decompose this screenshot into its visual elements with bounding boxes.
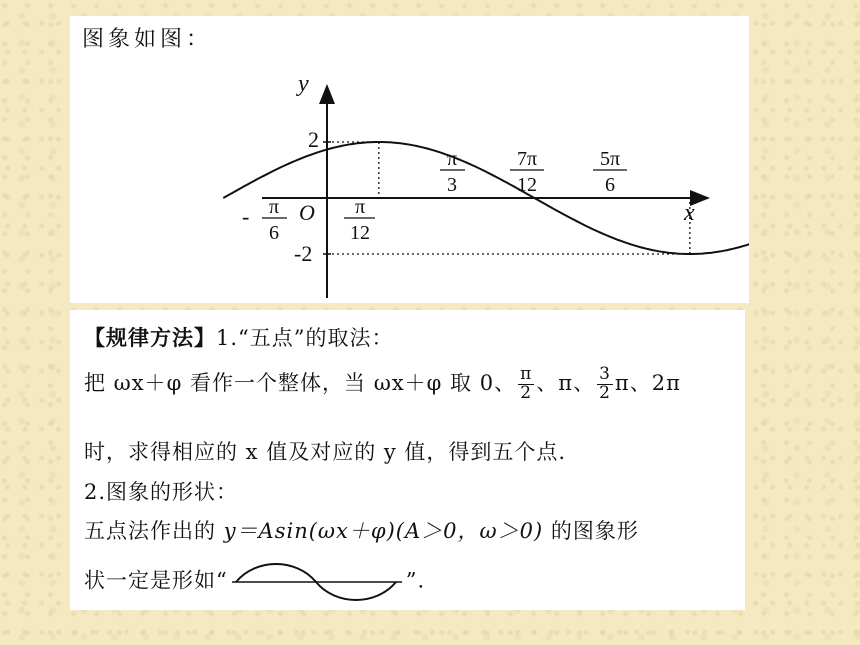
line5-text-a: 五点法作出的 bbox=[84, 519, 224, 543]
frac2-den: 2 bbox=[599, 382, 611, 403]
label-neg-pi-6-minus: - bbox=[242, 204, 250, 229]
label-pi-3-den: 3 bbox=[447, 174, 457, 196]
line5-equation: y＝Asin(ωx＋φ)(A＞0，ω＞0) bbox=[223, 519, 544, 543]
label-pi-12-den: 12 bbox=[350, 222, 370, 244]
sine-graph bbox=[70, 16, 749, 303]
line2-text-b: 、π、 bbox=[536, 370, 596, 395]
frac2-num: 3 bbox=[599, 364, 611, 384]
label-neg-pi-6-num: π bbox=[268, 196, 280, 218]
fraction-3-over-2 bbox=[597, 366, 613, 403]
origin-label: O bbox=[299, 200, 315, 225]
label-5pi-6-num: 5π bbox=[599, 148, 621, 170]
label-7pi-12-den: 12 bbox=[517, 174, 537, 196]
method-title: 【规律方法】 bbox=[84, 325, 216, 350]
method-line-1 bbox=[84, 322, 394, 352]
label-7pi-12-num: 7π bbox=[516, 148, 538, 170]
method-line-2 bbox=[84, 366, 681, 403]
x-axis-label: x bbox=[684, 200, 695, 226]
y-axis-label: y bbox=[298, 71, 309, 97]
line2-text-c: π、2π bbox=[614, 370, 681, 395]
frac1-den: 2 bbox=[520, 382, 533, 403]
graph-panel bbox=[70, 16, 749, 303]
sine-shape-icon bbox=[230, 562, 404, 602]
line2-text-a: 把 ωx＋φ 看作一个整体，当 ωx＋φ 取 0、 bbox=[84, 370, 517, 395]
label-5pi-6-den: 6 bbox=[605, 174, 615, 196]
y-tick-max-label: 2 bbox=[308, 127, 319, 152]
method-line-4: 2.图象的形状： bbox=[84, 480, 239, 504]
frac1-num: π bbox=[520, 364, 533, 384]
label-pi-3-num: π bbox=[446, 148, 458, 170]
label-neg-pi-6-den: 6 bbox=[269, 222, 279, 244]
line6-text-a: 状一定是形如“ bbox=[84, 568, 228, 593]
graph-heading: 图象如图： bbox=[82, 27, 213, 52]
line6-text-b: ”. bbox=[405, 568, 426, 593]
y-tick-min-label: -2 bbox=[294, 241, 313, 266]
method-line-5 bbox=[84, 515, 639, 545]
five-point-rule-heading: 1.“五点”的取法： bbox=[216, 326, 394, 350]
line5-text-b: 的图象形 bbox=[543, 519, 639, 543]
method-panel bbox=[70, 310, 745, 610]
method-line-3: 时，求得相应的 x 值及对应的 y 值，得到五个点. bbox=[84, 440, 567, 464]
fraction-pi-over-2 bbox=[518, 366, 534, 403]
label-pi-12-num: π bbox=[354, 196, 366, 218]
method-line-6 bbox=[84, 562, 425, 602]
